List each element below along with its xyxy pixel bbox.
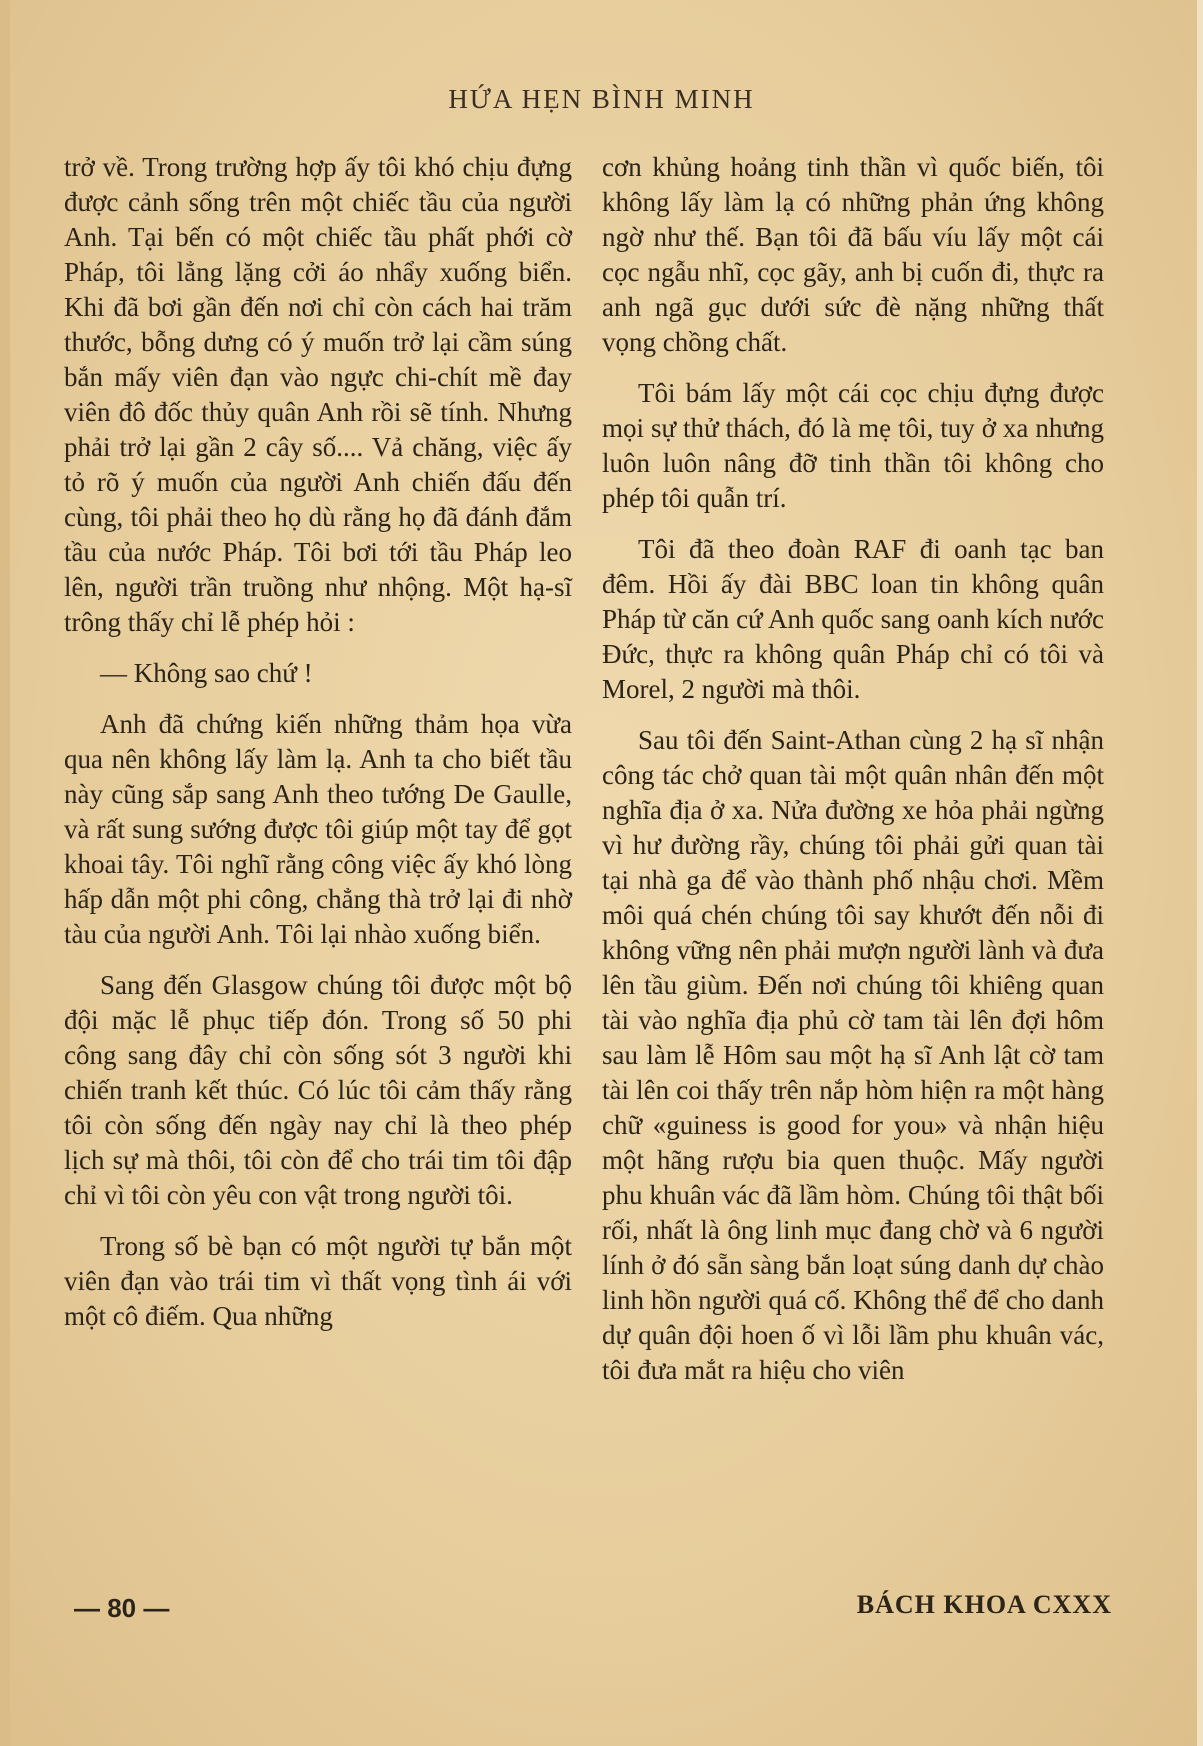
left-column [64,150,572,1350]
paragraph: cơn khủng hoảng tinh thần vì quốc biến, tôi không lấy làm lạ có những phản ứng không ngờ như thế. Bạn tôi đã bấu víu lấy một cái cọc ngẫu nhĩ, cọc gãy, anh bị cuốn đi, thực ra anh ngã gục dưới sức đè nặng những thất vọng chồng chất. [602,152,1104,357]
paragraph: trở về. Trong trường hợp ấy tôi khó chịu đựng được cảnh sống trên một chiếc tầu của người Anh. Tại bến có một chiếc tầu phất phới cờ Pháp, tôi lẳng lặng cởi áo nhẩy xuống biển. Khi đã bơi gần đến nơi chỉ còn cách hai trăm thước, bỗng dưng có ý muốn trở lại cầm súng bắn mấy viên đạn vào ngực chi-chít mề đay viên đô đốc thủy quân Anh rồi sẽ tính. Nhưng phải trở lại gần 2 cây số.... Vả chăng, việc ấy tỏ rõ ý muốn của người Anh chiến đấu đến cùng, tôi phải theo họ dù rằng họ đã đánh đắm tầu của nước Pháp. Tôi bơi tới tầu Pháp leo lên, người trần truồng như nhộng. Một hạ-sĩ trông thấy chỉ lễ phép hỏi : [64,152,572,637]
paragraph: Sau tôi đến Saint-Athan cùng 2 hạ sĩ nhận công tác chở quan tài một quân nhân đến một nghĩa địa ở xa. Nửa đường xe hỏa phải ngừng vì hư đường rầy, chúng tôi phải gửi quan tài tại nhà ga để vào thành phố nhậu chơi. Mềm môi quá chén chúng tôi say khướt đến nỗi đi không vững nên phải mượn người lành và đưa lên tầu giùm. Đến nơi chúng tôi khiêng quan tài vào nghĩa địa phủ cờ tam tài lên đợi hôm sau làm lễ Hôm sau một hạ sĩ Anh lật cờ tam tài lên coi thấy trên nắp hòm hiện ra một hàng chữ «guiness is good for you» và nhận hiệu một hãng rượu bia quen thuộc. Mấy người phu khuân vác đã lầm hòm. Chúng tôi thật bối rối, nhất là ông linh mục đang chờ và 6 người lính ở đó sẵn sàng bắn loạt súng danh dự chào linh hồn người quá cố. Không thể để cho danh dự quân đội hoen ố vì lỗi lầm phu khuân vác, tôi đưa mắt ra hiệu cho viên [602,725,1104,1385]
paragraph: Trong số bè bạn có một người tự bắn một viên đạn vào trái tim vì thất vọng tình ái với một cô điếm. Qua những [64,1231,572,1331]
right-column [602,150,1104,1404]
paragraph: — Không sao chứ ! [100,658,313,688]
journal-title: BÁCH KHOA CXXX [856,1590,1112,1619]
paragraph: Sang đến Glasgow chúng tôi được một bộ đội mặc lễ phục tiếp đón. Trong số 50 phi công sang đây chỉ còn sống sót 3 người khi chiến tranh kết thúc. Có lúc tôi cảm thấy rằng tôi còn sống đến ngày nay chỉ là theo phép lịch sự mà thôi, tôi còn để cho trái tim tôi đập chỉ vì tôi còn yêu con vật trong người tôi. [64,970,572,1210]
paragraph: Tôi đã theo đoàn RAF đi oanh tạc ban đêm. Hồi ấy đài BBC loan tin không quân Pháp từ căn cứ Anh quốc sang oanh kích nước Đức, thực ra không quân Pháp chỉ có tôi và Morel, 2 người mà thôi. [602,534,1104,704]
running-head: HỨA HẸN BÌNH MINH [448,84,755,114]
paragraph: Anh đã chứng kiến những thảm họa vừa qua nên không lấy làm lạ. Anh ta cho biết tầu này cũng sắp sang Anh theo tướng De Gaulle, và rất sung sướng được tôi giúp một tay để gọt khoai tây. Tôi nghĩ rằng công việc ấy khó lòng hấp dẫn một phi công, chẳng thà trở lại đi nhờ tàu của người Anh. Tôi lại nhào xuống biển. [64,709,572,949]
page-number: — 80 — [74,1593,170,1623]
paragraph: Tôi bám lấy một cái cọc chịu đựng được mọi sự thử thách, đó là mẹ tôi, tuy ở xa nhưng luôn luôn nâng đỡ tinh thần tôi không cho phép tôi quẫn trí. [602,378,1104,513]
